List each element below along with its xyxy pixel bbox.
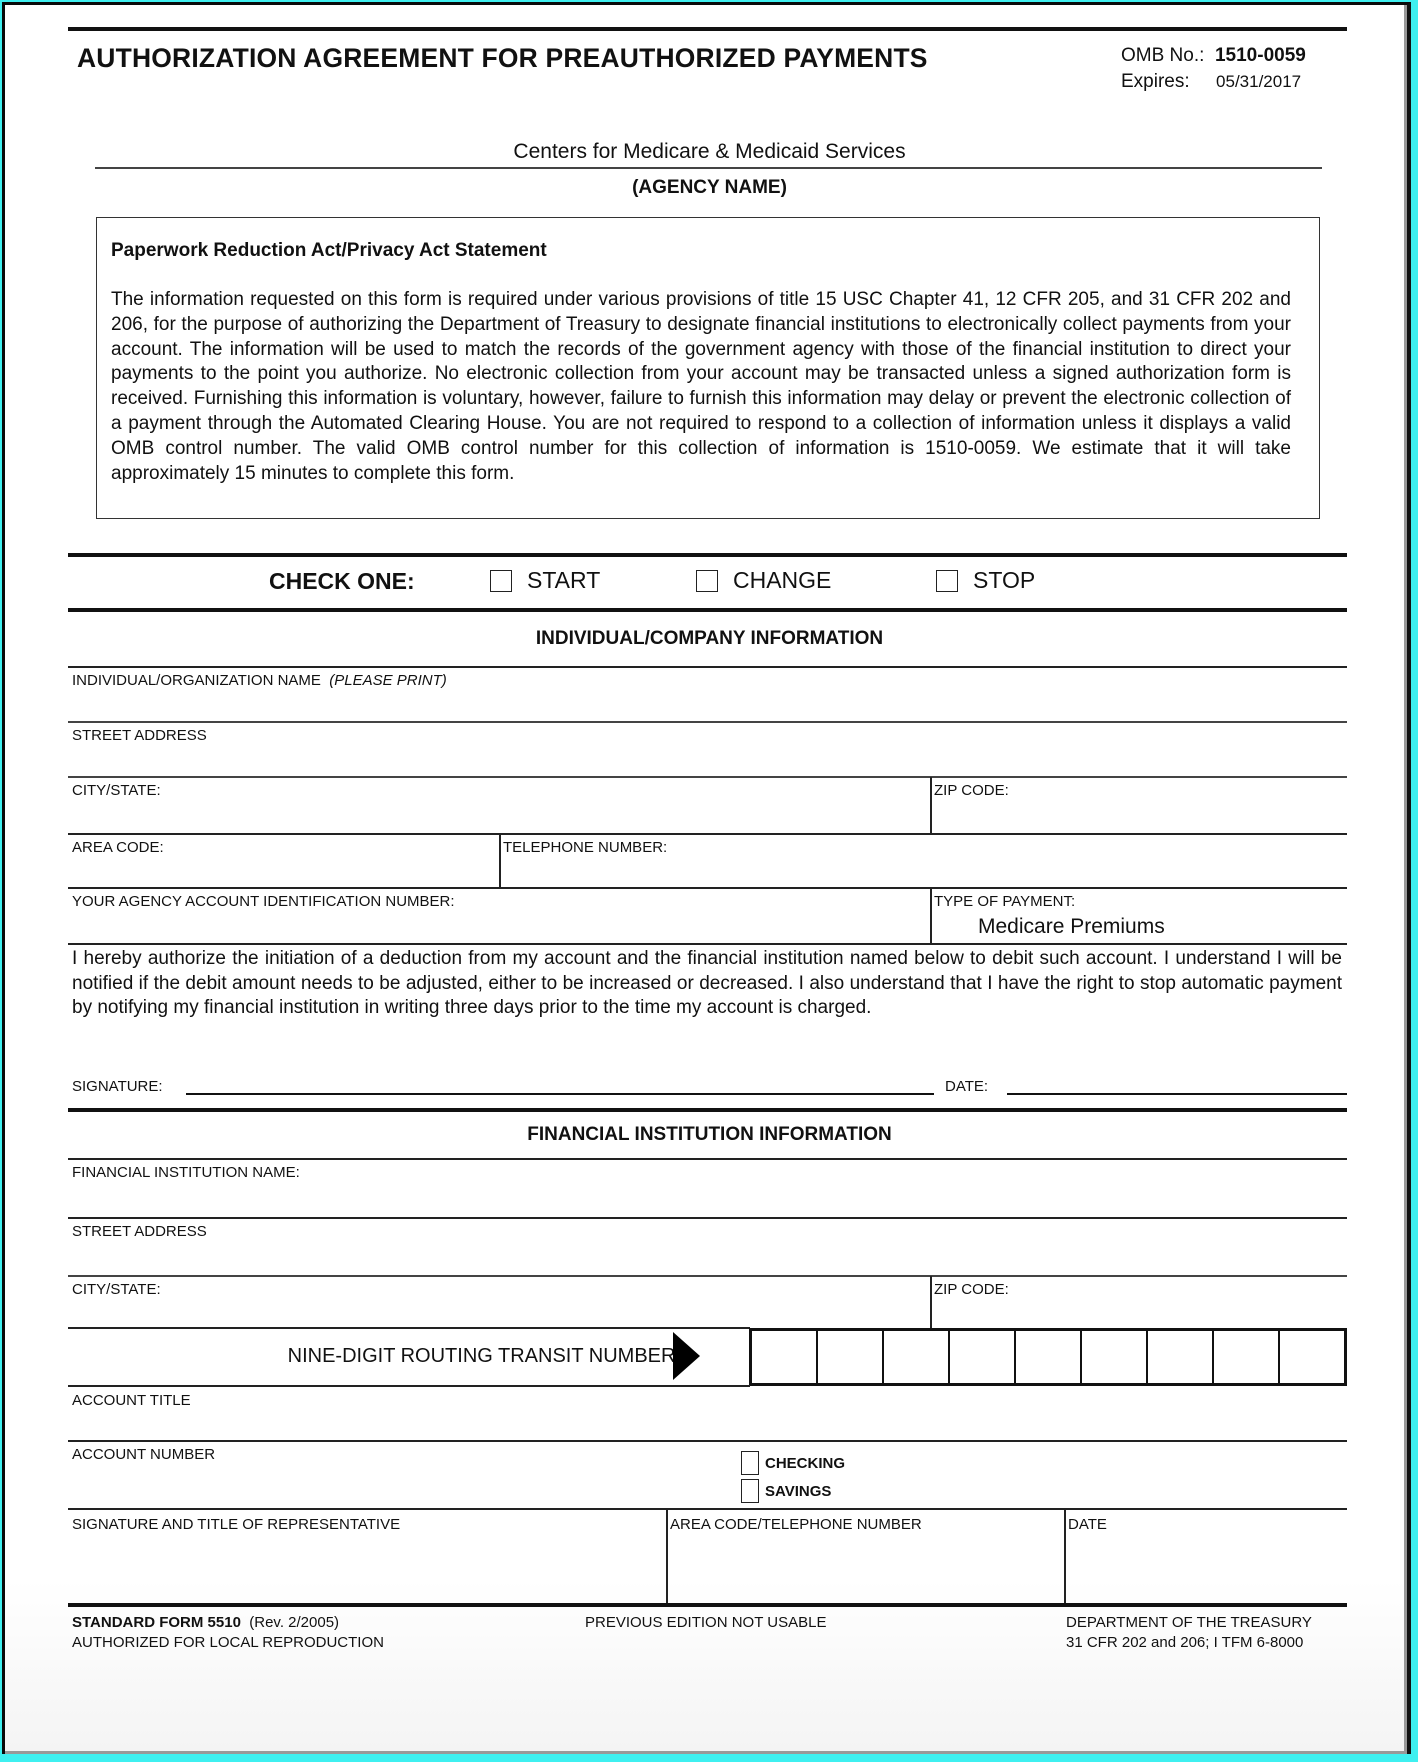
- expires-date: 05/31/2017: [1216, 72, 1302, 91]
- routing-digit-3[interactable]: [884, 1331, 950, 1383]
- area-code-field[interactable]: [72, 835, 497, 887]
- routing-digit-1[interactable]: [752, 1331, 818, 1383]
- privacy-text: The information requested on this form is required under various provisions of title 15 USC Chapter 41, 12 CFR 205, and 31 CFR 202 and 206, for the purpose of authorizing the Department of Treasury to designate financial institutions to electronically collect payments from your account. The information will be used to match the records of the government agency with those of the financial institution to direct your payments to the point you authorize. No electronic collection from your account may be transacted unless a signed authorization form is received. Furnishing this information is voluntary, however, failure to furnish this information may delay or prevent the electronic collection of a payment through the Automated Clearing House. You are not required to respond to a collection of information unless it displays a valid OMB control number. The valid OMB control number for this collection of information is 1510-0059. We estimate that it will take approximately 15 minutes to complete this form.: [111, 289, 1291, 484]
- financial-name-field[interactable]: [72, 1160, 1347, 1216]
- title-rule: [68, 27, 1347, 31]
- financial-zip-label: ZIP CODE:: [934, 1281, 1009, 1298]
- omb-block: [1121, 43, 1306, 95]
- routing-digit-8[interactable]: [1214, 1331, 1280, 1383]
- routing-digit-4[interactable]: [950, 1331, 1016, 1383]
- row-rule: [68, 1327, 750, 1329]
- individual-name-label: INDIVIDUAL/ORGANIZATION NAME (PLEASE PRINT): [72, 672, 447, 689]
- edition-note: PREVIOUS EDITION NOT USABLE: [585, 1614, 827, 1631]
- account-number-field[interactable]: [72, 1442, 672, 1508]
- payment-type-value[interactable]: Medicare Premiums: [978, 915, 1165, 938]
- change-label: CHANGE: [733, 567, 832, 593]
- rep-date-label: DATE: [1068, 1516, 1107, 1533]
- signature-label: SIGNATURE:: [72, 1078, 163, 1095]
- rep-signature-field[interactable]: [72, 1510, 662, 1602]
- check-one-bottom-rule: [68, 608, 1347, 612]
- form-page: [2, 2, 1411, 1754]
- check-one-label: CHECK ONE:: [269, 568, 415, 594]
- financial-section-heading: FINANCIAL INSTITUTION INFORMATION: [527, 1124, 892, 1145]
- checking-label: CHECKING: [765, 1455, 846, 1472]
- privacy-title: Paperwork Reduction Act/Privacy Act Statement: [111, 240, 547, 261]
- financial-city-field[interactable]: [72, 1277, 930, 1327]
- section-rule: [68, 1108, 1347, 1112]
- arrow-right-icon: [673, 1332, 700, 1380]
- individual-city-label: CITY/STATE:: [72, 782, 161, 799]
- expires-label: Expires:: [1121, 71, 1190, 92]
- financial-city-label: CITY/STATE:: [72, 1281, 161, 1298]
- payment-type-label: TYPE OF PAYMENT:: [934, 893, 1076, 910]
- form-name: STANDARD FORM 5510: [72, 1614, 241, 1631]
- omb-number: 1510-0059: [1214, 45, 1306, 66]
- date-line[interactable]: [1007, 1093, 1347, 1095]
- individual-name-field[interactable]: [72, 668, 1347, 722]
- account-title-field[interactable]: [72, 1388, 1347, 1439]
- signature-line[interactable]: [186, 1093, 934, 1095]
- rep-signature-label: SIGNATURE AND TITLE OF REPRESENTATIVE: [72, 1516, 401, 1533]
- individual-city-field[interactable]: [72, 778, 930, 834]
- row-rule: [68, 1385, 750, 1387]
- start-checkbox[interactable]: [490, 570, 512, 592]
- agency-name-label: (AGENCY NAME): [632, 177, 787, 198]
- routing-digit-2[interactable]: [818, 1331, 884, 1383]
- account-number-label: ACCOUNT NUMBER: [72, 1446, 216, 1463]
- individual-street-label: STREET ADDRESS: [72, 727, 207, 744]
- routing-number-boxes[interactable]: [749, 1328, 1347, 1386]
- individual-zip-label: ZIP CODE:: [934, 782, 1009, 799]
- privacy-statement-box: [96, 217, 1320, 519]
- form-title: AUTHORIZATION AGREEMENT FOR PREAUTHORIZED PAYMENTS: [77, 43, 928, 73]
- savings-checkbox[interactable]: [741, 1479, 759, 1503]
- change-checkbox[interactable]: [696, 570, 718, 592]
- routing-digit-7[interactable]: [1148, 1331, 1214, 1383]
- please-print-hint: (PLEASE PRINT): [329, 672, 447, 689]
- form-revision: (Rev. 2/2005): [249, 1614, 340, 1631]
- department-name: DEPARTMENT OF THE TREASURY: [1066, 1614, 1312, 1631]
- account-title-label: ACCOUNT TITLE: [72, 1392, 191, 1409]
- start-label: START: [527, 567, 601, 593]
- telephone-field[interactable]: [503, 835, 1343, 887]
- agency-account-id-label: YOUR AGENCY ACCOUNT IDENTIFICATION NUMBER:: [72, 893, 455, 910]
- individual-zip-field[interactable]: [934, 778, 1344, 834]
- column-divider: [930, 1276, 932, 1328]
- individual-section-heading: INDIVIDUAL/COMPANY INFORMATION: [535, 628, 884, 649]
- financial-street-label: STREET ADDRESS: [72, 1223, 207, 1240]
- footer-right: [1066, 1613, 1312, 1653]
- area-code-label: AREA CODE:: [72, 839, 164, 856]
- stop-checkbox[interactable]: [936, 570, 958, 592]
- payment-type-field[interactable]: [934, 889, 1344, 943]
- routing-digit-9[interactable]: [1280, 1331, 1344, 1383]
- agency-underline: [95, 167, 1322, 169]
- rep-date-field[interactable]: [1068, 1510, 1344, 1602]
- agency-account-id-field[interactable]: [72, 889, 930, 943]
- column-divider: [499, 834, 501, 888]
- column-divider: [930, 777, 932, 834]
- routing-label: NINE-DIGIT ROUTING TRANSIT NUMBER:: [287, 1345, 681, 1367]
- omb-label: OMB No.:: [1121, 45, 1205, 66]
- stop-label: STOP: [973, 567, 1036, 593]
- routing-digit-6[interactable]: [1082, 1331, 1148, 1383]
- routing-digit-5[interactable]: [1016, 1331, 1082, 1383]
- authorization-text: I hereby authorize the initiation of a deduction from my account and the financial institution named below to debit such account. I understand I will be notified if the debit amount needs to be adjusted, either to be increased or decreased. I also understand that I have the right to stop automatic payment by notifying my financial institution in writing three days prior to the time my account is charged.: [72, 948, 1342, 1018]
- footer-left: [72, 1613, 384, 1653]
- check-one-top-rule: [68, 553, 1347, 557]
- financial-street-field[interactable]: [72, 1219, 1347, 1275]
- telephone-label: TELEPHONE NUMBER:: [503, 839, 668, 856]
- column-divider: [1064, 1509, 1066, 1604]
- date-label: DATE:: [945, 1078, 989, 1095]
- row-rule: [68, 943, 1347, 945]
- agency-name[interactable]: Centers for Medicare & Medicaid Services: [513, 140, 906, 163]
- column-divider: [666, 1509, 668, 1604]
- column-divider: [930, 888, 932, 943]
- rep-phone-label: AREA CODE/TELEPHONE NUMBER: [670, 1516, 922, 1533]
- financial-zip-field[interactable]: [934, 1277, 1344, 1327]
- rep-phone-field[interactable]: [670, 1510, 1060, 1602]
- checking-checkbox[interactable]: [741, 1451, 759, 1475]
- savings-label: SAVINGS: [765, 1483, 832, 1500]
- reproduction-note: AUTHORIZED FOR LOCAL REPRODUCTION: [72, 1634, 384, 1651]
- individual-street-field[interactable]: [72, 723, 1347, 777]
- citation: 31 CFR 202 and 206; I TFM 6-8000: [1066, 1634, 1304, 1651]
- financial-name-label: FINANCIAL INSTITUTION NAME:: [72, 1164, 300, 1181]
- footer-rule: [68, 1603, 1347, 1607]
